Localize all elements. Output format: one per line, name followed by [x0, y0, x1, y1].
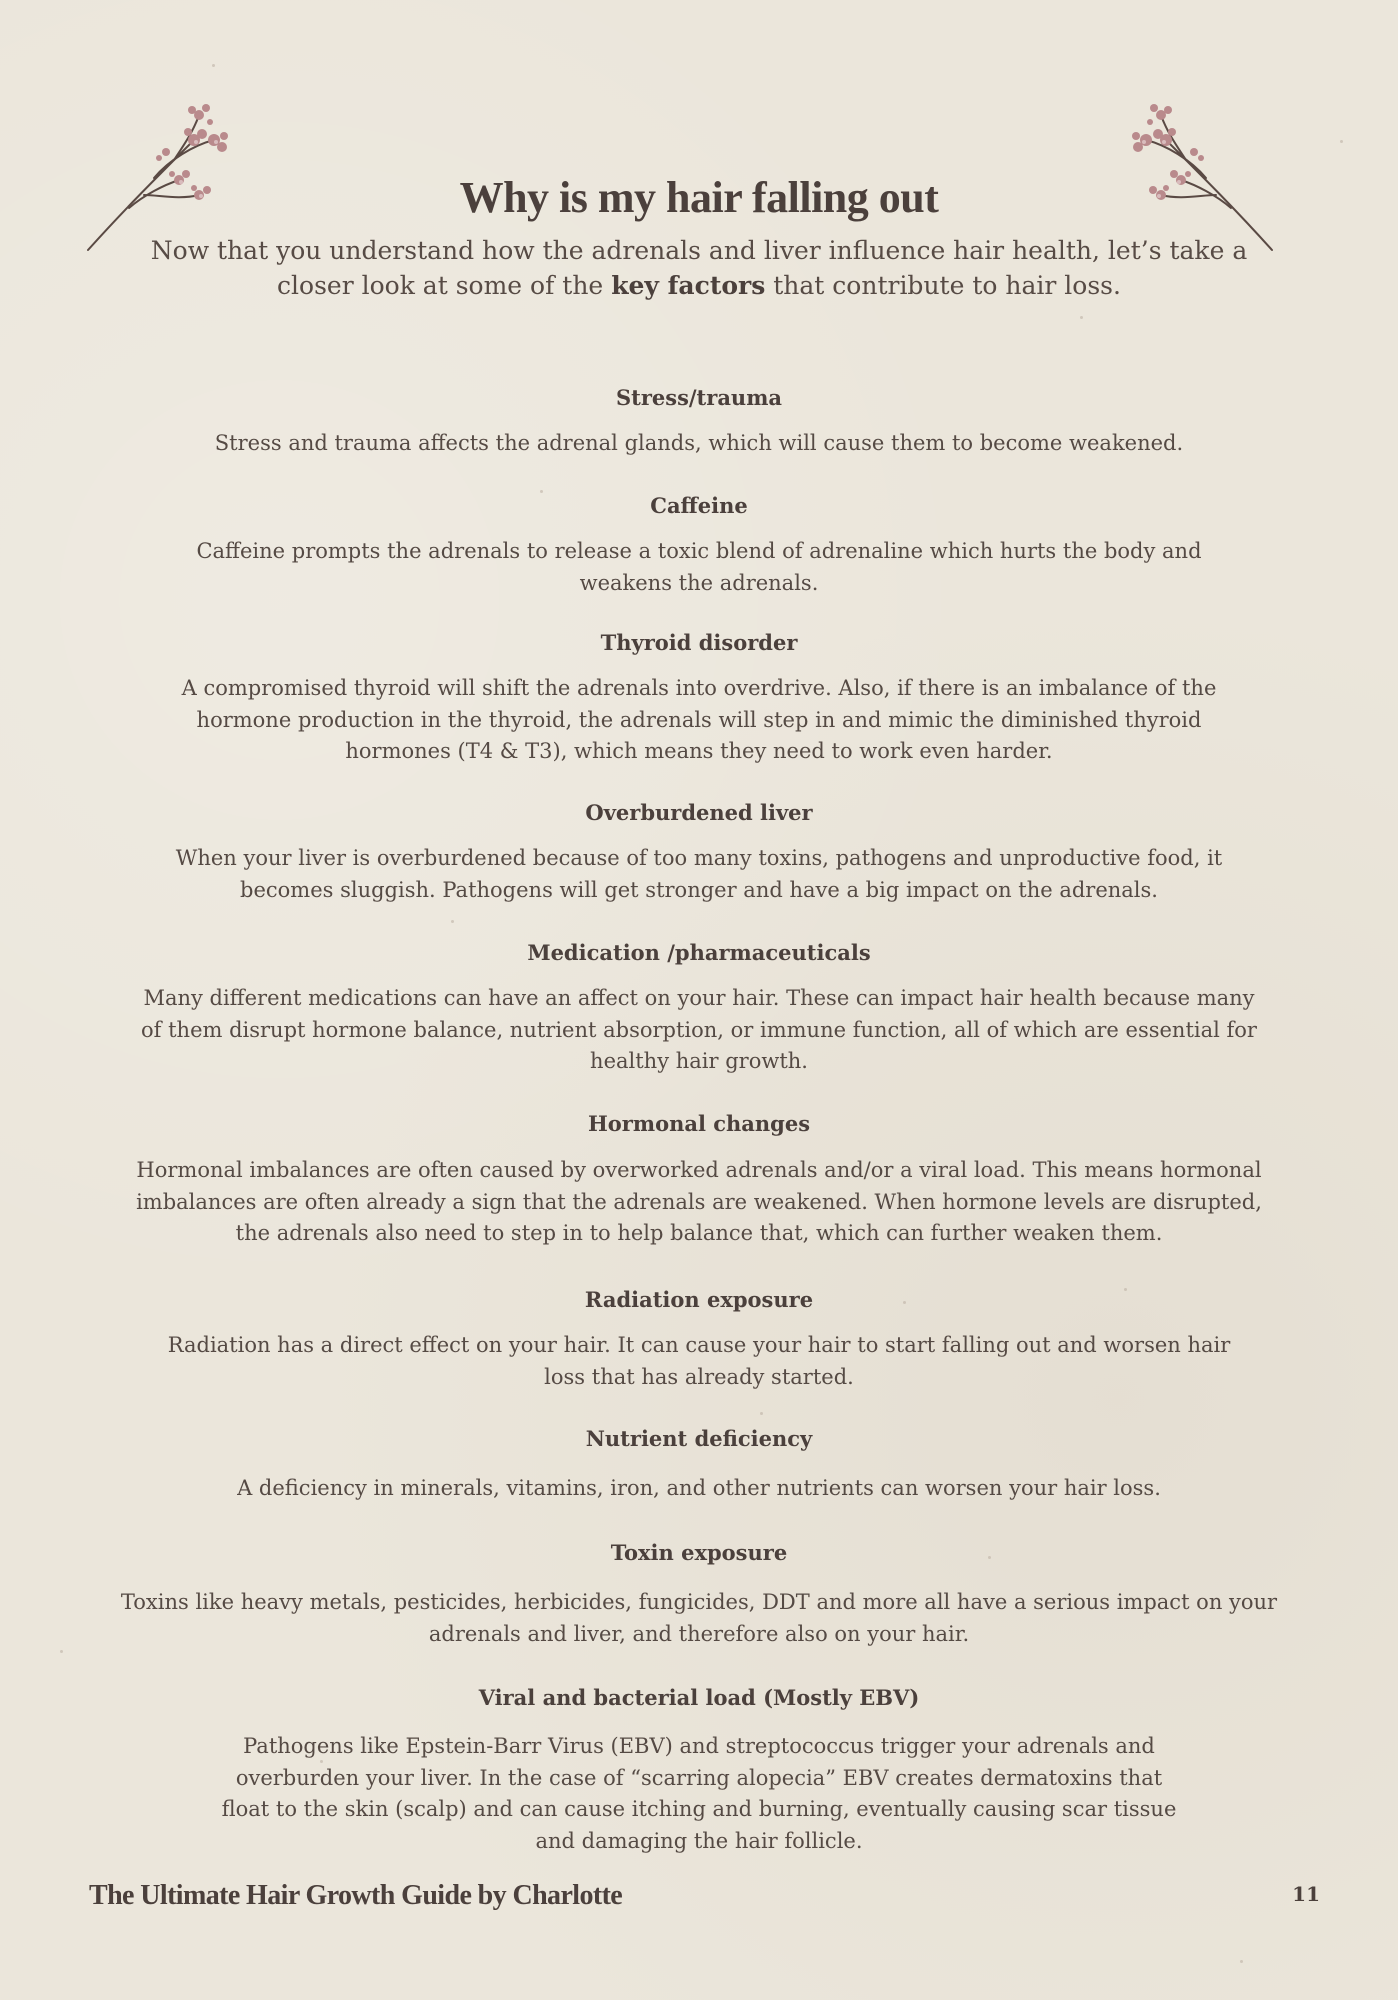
page-title: Why is my hair falling out	[459, 173, 939, 222]
paper-speck	[1340, 140, 1343, 143]
section-body-medication: Many different medications can have an affect on your hair. These can impact hair health because many of them disrupt hormone balance, nutrient absorption, or immune function, all of which are essential for healthy hair growth.	[141, 986, 1257, 1073]
page-number: 11	[1292, 1882, 1320, 1906]
section-heading-radiation: Radiation exposure	[584, 1287, 814, 1312]
section-body-radiation: Radiation has a direct effect on your hair. It can cause your hair to start falling out and worsen hair loss that has already started.	[167, 1333, 1231, 1389]
intro-text: Now that you understand how the adrenals and liver influence hair health, let’s take a closer look at some of the	[150, 236, 1248, 300]
section-heading-thyroid: Thyroid disorder	[600, 630, 798, 655]
section-heading-stress: Stress/trauma	[615, 385, 783, 410]
paper-speck	[1080, 316, 1083, 319]
section-body-nutrient: A deficiency in minerals, vitamins, iron, and other nutrients can worsen your hair loss.	[237, 1476, 1161, 1500]
section-body-toxin: Toxins like heavy metals, pesticides, herbicides, fungicides, DDT and more all have a serious impact on your adrenals and liver, and therefore also on your hair.	[120, 1590, 1278, 1646]
section-body-thyroid: A compromised thyroid will shift the adrenals into overdrive. Also, if there is an imbalance of the hormone production in the thyroid, the adrenals will step in and mimic the diminished thyroid hormones (T4 & T3), which means they need to work even harder.	[181, 676, 1217, 763]
footer-guide-title: The Ultimate Hair Growth Guide by Charlotte	[89, 1880, 623, 1911]
paper-speck	[212, 64, 215, 67]
section-heading-hormonal: Hormonal changes	[587, 1111, 811, 1136]
paper-speck	[1240, 1960, 1243, 1963]
section-heading-caffeine: Caffeine	[650, 493, 748, 518]
section-heading-viral: Viral and bacterial load (Mostly EBV)	[478, 1685, 920, 1710]
paper-speck	[451, 920, 454, 923]
paper-speck	[760, 1412, 763, 1415]
paper-speck	[60, 1650, 63, 1653]
section-body-viral: Pathogens like Epstein-Barr Virus (EBV) and streptococcus trigger your adrenals and overburden your liver. In the case of “scarring alopecia” EBV creates dermatoxins that float to the skin (scalp) and can cause itching and burning, eventually causing scar tissue and damaging the hair follicle.	[221, 1734, 1177, 1853]
section-body-stress: Stress and trauma affects the adrenal glands, which will cause them to become weakened.	[214, 431, 1184, 455]
intro-text-end: that contribute to hair loss.	[765, 271, 1121, 300]
intro-emphasis: key factors	[611, 271, 766, 300]
section-body-caffeine: Caffeine prompts the adrenals to release a toxic blend of adrenaline which hurts the body and weakens the adrenals.	[196, 539, 1202, 595]
section-heading-toxin: Toxin exposure	[610, 1540, 788, 1565]
section-heading-nutrient: Nutrient deficiency	[585, 1426, 813, 1451]
intro-paragraph	[150, 233, 1248, 303]
section-body-liver: When your liver is overburdened because of too many toxins, pathogens and unproductive food, it becomes sluggish. Pathogens will get stronger and have a big impact on the adrenals.	[175, 846, 1223, 902]
section-body-hormonal: Hormonal imbalances are often caused by overworked adrenals and/or a viral load. This means hormonal imbalances are often already a sign that the adrenals are weakened. When hormone levels are disrupted, the adrenals also need to step in to help balance that, which can further weaken them.	[136, 1158, 1262, 1245]
section-heading-liver: Overburdened liver	[585, 800, 813, 825]
section-heading-medication: Medication /pharmaceuticals	[527, 940, 871, 965]
